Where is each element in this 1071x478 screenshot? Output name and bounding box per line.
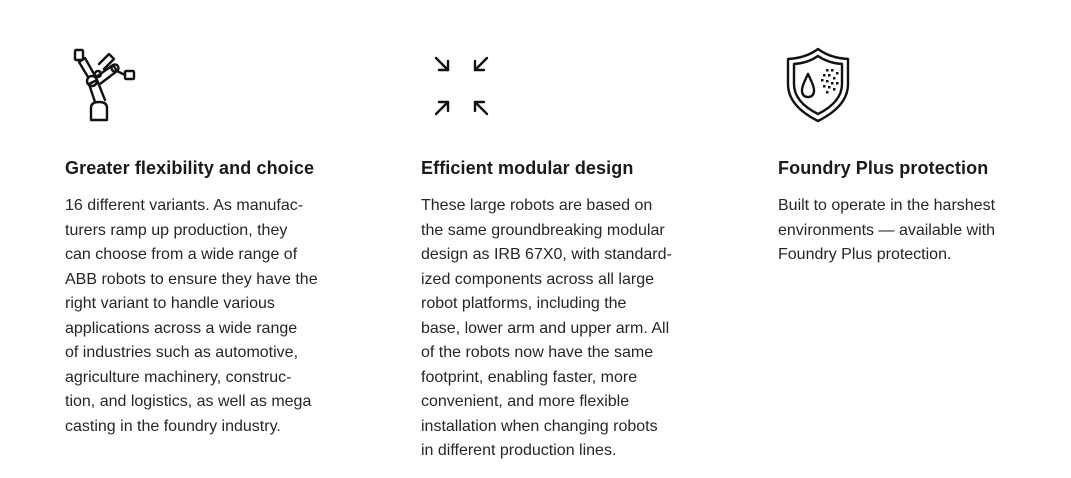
robot-arm-icon bbox=[65, 44, 145, 126]
feature-title: Foundry Plus protection bbox=[778, 158, 989, 178]
feature-description: Built to operate in the harshest environments — available with Foundry Plus protection. bbox=[778, 197, 996, 263]
feature-title: Greater flexibility and choice bbox=[65, 158, 315, 178]
feature-title: Efficient modular design bbox=[421, 158, 634, 178]
feature-description: These large robots are based on the same groundbreaking modular design as IRB 67X0, with standard- ized components across all large robot platforms, including the base, lower arm and upper arm. All of the robots now have the same footprint, enabling faster, more convenient, and more flexible installation when changing robots in different production lines. bbox=[421, 197, 672, 459]
feature-flexibility bbox=[65, 44, 357, 439]
shield-droplet-icon bbox=[778, 44, 858, 126]
compress-arrows-icon bbox=[421, 44, 501, 126]
feature-description: 16 different variants. As manufac- turers ramp up production, they can choose from a wide range of ABB robots to ensure they have the right variant to handle various applications across a wide range of industries such as automotive, agriculture machinery, construc- tion, and logistics, as well as mega casting in the foundry industry. bbox=[65, 197, 318, 435]
feature-foundry-protection bbox=[778, 44, 1070, 268]
feature-modular-design bbox=[421, 44, 713, 464]
